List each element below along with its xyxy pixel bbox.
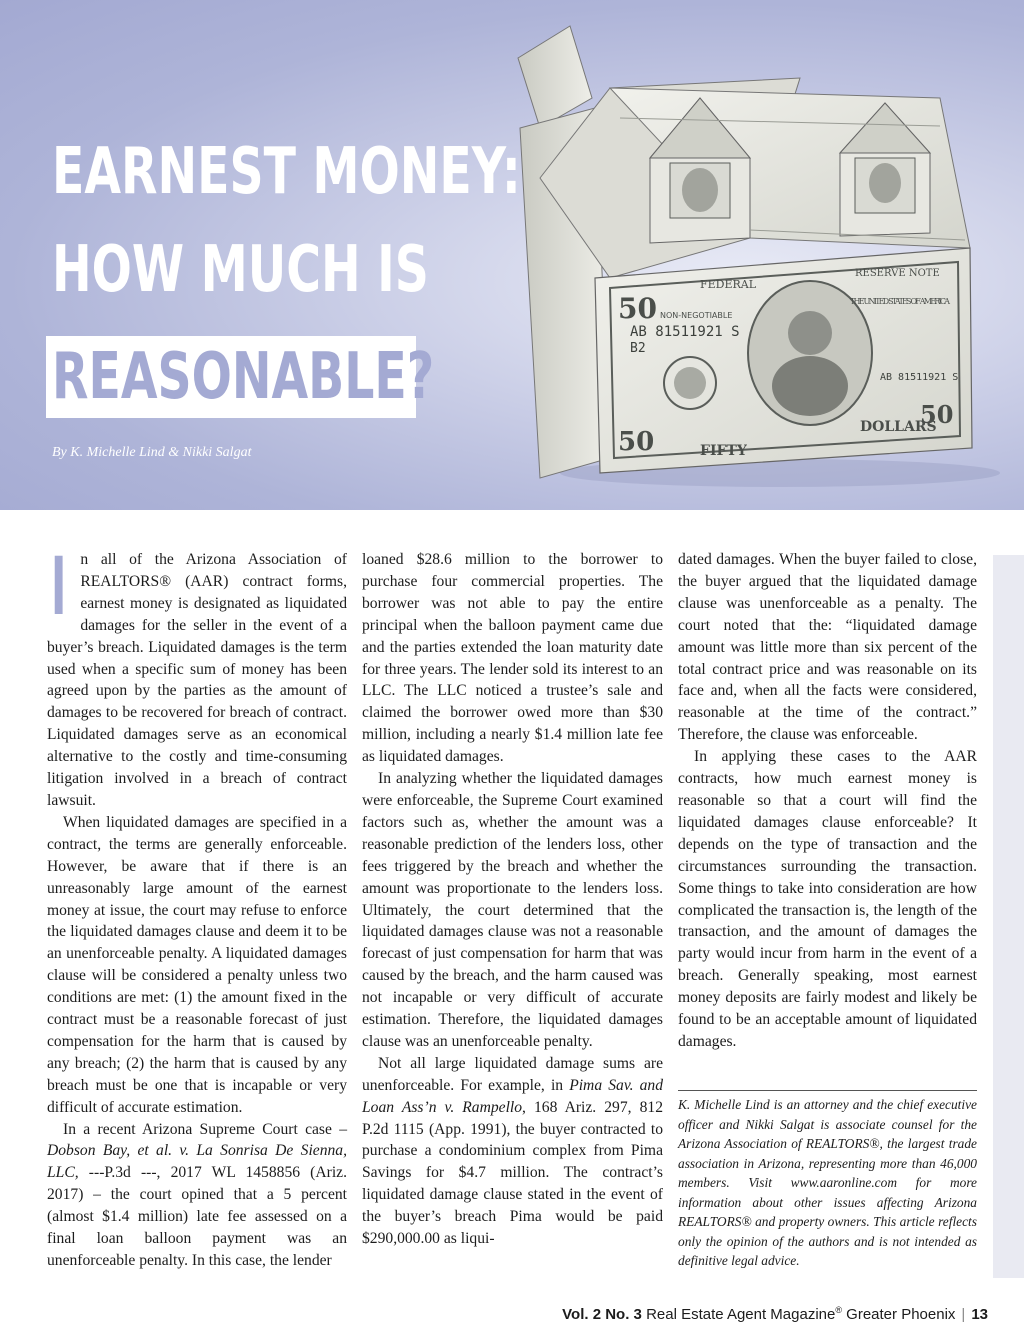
svg-text:FIFTY: FIFTY [700, 443, 747, 459]
issue-number: Vol. 2 No. 3 [562, 1306, 642, 1323]
svg-text:50: 50 [920, 400, 954, 429]
svg-text:FEDERAL: FEDERAL [700, 278, 757, 291]
svg-text:DOLLARS: DOLLARS [860, 419, 937, 435]
paragraph: In analyzing whether the liquidated damages were enforceable, the Supreme Court examined factors such as, whether the amount was a reasonable prediction of the lenders loss, other fees triggered by the breach and whether the amount was proportionate to the lenders loss. Ultimately, the court determined that the liquidated damages clause was not a reasonable forecast of just compensation for harm that was caused by the breach, and the harm caused was not incapable or very difficult of accurate estimation. Therefore, the liquidated damages clause was an unenforceable penalty. [362, 770, 663, 1050]
svg-text:B2: B2 [630, 341, 646, 356]
magazine-name: Real Estate Agent Magazine [646, 1306, 836, 1323]
svg-text:NON-NEGOTIABLE: NON-NEGOTIABLE [660, 311, 733, 320]
paragraph: In a recent Arizona Supreme Court case – Dobson Bay, et al. v. La Sonrisa De Sienna, LLC, ---P.3d ---, 2017 WL 1458856 (Ariz. 2017) – the court opined that a 5 percent (almost $1.4 million) late fee assessed on a final loan balloon payment was an unenforceable penalty. In this case, the lender [47, 1120, 347, 1269]
paragraph: When liquidated damages are specified in a contract, the terms are generally enforceable. However, be aware that if there is an unreasonably large amount of the earnest money at issue, the court may refuse to enforce the liquidated damages clause and deem it to be an unenforceable penalty. A liquidated damages clause will be considered a penalty unless two conditions are met: (1) the amount fixed in the contract must be a reasonable forecast of just compensation for the harm that is caused by any breach; (2) the harm that is caused by any breach must be one that is incapable or very difficult of accurate estimation. [47, 813, 347, 1116]
svg-text:50: 50 [618, 427, 655, 457]
svg-text:THE UNITED STATES OF AMERICA: THE UNITED STATES OF AMERICA [850, 297, 950, 306]
paragraph: Not all large liquidated damage sums are unenforceable. For example, in Pima Sav. and Loan Ass’n v. Rampello, 168 Ariz. 297, 812 P.2d 1115 (App. 1991), the buyer contracted to purchase a condominium complex from Pima Savings for $4.7 million. The contract’s liquidated damage clause stated in the event of the buyer’s breach Pima would be paid $290,000.00 as liqui- [362, 1054, 664, 1248]
title-line-3: REASONABLE? [52, 340, 435, 414]
case-citation: Pima Sav. and Loan Ass’n v. Rampello [362, 1076, 664, 1116]
region-name: Greater Phoenix [846, 1306, 956, 1323]
title-line-2: HOW MUCH IS [52, 233, 429, 307]
drop-cap: I [47, 538, 71, 632]
svg-text:50: 50 [618, 292, 657, 325]
article-column-2 [362, 549, 663, 1250]
hero-banner [0, 0, 1024, 510]
paragraph: loaned $28.6 million to the borrower to purchase four commercial properties. The borrower was not able to pay the entire principal when the balloon payment came due and the parties extended the loan maturity date for three years. The lender sold its interest to an LLC. The LLC noticed a trustee’s sale and claimed the borrower owed more than $30 million, including a nearly $1.4 million late fee as liquidated damages. [362, 551, 663, 766]
paragraph: dated damages. When the buyer failed to close, the buyer argued that the liquidated damage clause was unenforceable as a penalty. The court noted that the: “liquidated damage amount was little more than six percent of the total contract price and was reasonable on its face and, when all the facts were considered, reasonable at the time of the contract.” Therefore, the clause was enforceable. [678, 551, 977, 744]
case-citation: Dobson Bay, et al. v. La Sonrisa De Sienna, LLC, [47, 1142, 347, 1182]
money-house-image [500, 18, 1000, 488]
paragraph: In all of the Arizona Association of REALTORS® (AAR) contract forms, earnest money is designated as liquidated damages for the seller in the event of a buyer’s breach. Liquidated damages is the term used when a specific sum of money has been agreed upon by the parties as the amount of damages to be recovered for breach of contract. Liquidated damages serve as an economical alternative to the costly and time-consuming litigation involved in a breach of contract lawsuit. [47, 538, 347, 809]
paragraph: In applying these cases to the AAR contracts, how much earnest money is reasonable so that a court will find the liquidated damages clause enforceable? It depends on the type of transaction and the circumstances surrounding the transaction. Some things to take into consideration are how complicated the transaction is, the length of the transaction, and the amount of damages the party would incur from harm in the event of a breach. Generally speaking, most earnest money deposits are fairly modest and likely be found to be an acceptable amount of liquidated damages. [678, 748, 977, 1050]
author-bio: K. Michelle Lind is an attorney and the chief executive officer and Nikki Salgat is associate counsel for the Arizona Association of REALTORS®, the largest trade association in Arizona, representing more than 46,000 members. Visit www.aaronline.com for more information about other issues affecting Arizona REALTORS® and property owners. This article reflects only the opinion of the authors and is not intended as definitive legal advice. [678, 1090, 977, 1271]
article-column-3 [678, 549, 977, 1053]
byline: By K. Michelle Lind & Nikki Salgat [52, 445, 252, 460]
title-line-1: EARNEST MONEY: [52, 135, 521, 209]
svg-text:AB 81511921 S: AB 81511921 S [880, 372, 959, 383]
page-footer: Vol. 2 No. 3 Real Estate Agent Magazine® Greater Phoenix | 13 [562, 1305, 988, 1323]
article-column-1 [47, 538, 347, 1272]
svg-text:RESERVE NOTE: RESERVE NOTE [855, 268, 940, 279]
page-number: 13 [971, 1306, 988, 1323]
svg-text:AB 81511921 S: AB 81511921 S [630, 324, 740, 340]
page-edge-strip [993, 555, 1024, 1278]
